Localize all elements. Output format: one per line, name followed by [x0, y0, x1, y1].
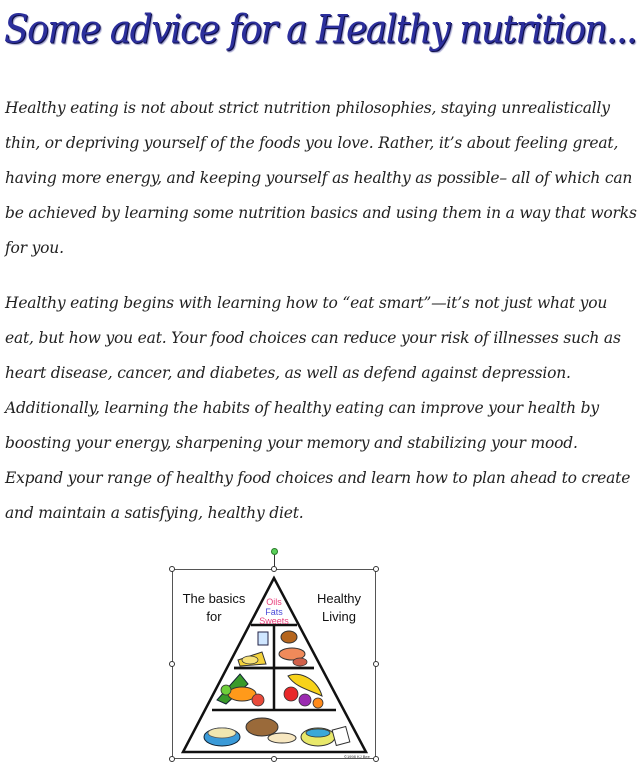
label-for: for: [206, 609, 222, 624]
emphasis-what: what: [536, 294, 575, 312]
label-healthy: Healthy: [316, 591, 362, 606]
label-basics: The basics: [182, 591, 246, 606]
tier-oils: Oils: [266, 597, 282, 607]
label-living: Living: [322, 609, 356, 624]
paragraph-text: you eat. Your food choices can reduce your risk of illnesses such as heart disease, cancer, and diabetes, as well as defend against depression. Additionally, learning the habits of healthy eating can improve your health by boosting your energy, sharpening your memory and stabilizing your mood. Expand your range of healthy food choices and learn how to plan ahead to create and maintain a satisfying, healthy diet.: [5, 329, 631, 522]
tier-fats: Fats: [265, 607, 283, 617]
tier-sweets: Sweets: [259, 616, 289, 626]
paragraph-intro: Healthy eating is not about strict nutrition philosophies, staying unrealistically thin, or depriving yourself of the foods you love. Rather, it’s about feeling great, having more energy, and keeping yourself as healthy as possible– all of which can be achieved by learning some nutrition basics and using them in a way that works for you.: [5, 99, 637, 257]
paragraph-text: Healthy eating begins with learning how to “eat smart”—it’s not just: [5, 294, 537, 312]
paragraph-text: you eat, but: [5, 294, 608, 347]
page-title: Some advice for a Healthy nutrition...: [4, 8, 636, 53]
copyright-text: ©1998 KJ Bee: [344, 754, 370, 759]
emphasis-how: how: [68, 329, 101, 347]
